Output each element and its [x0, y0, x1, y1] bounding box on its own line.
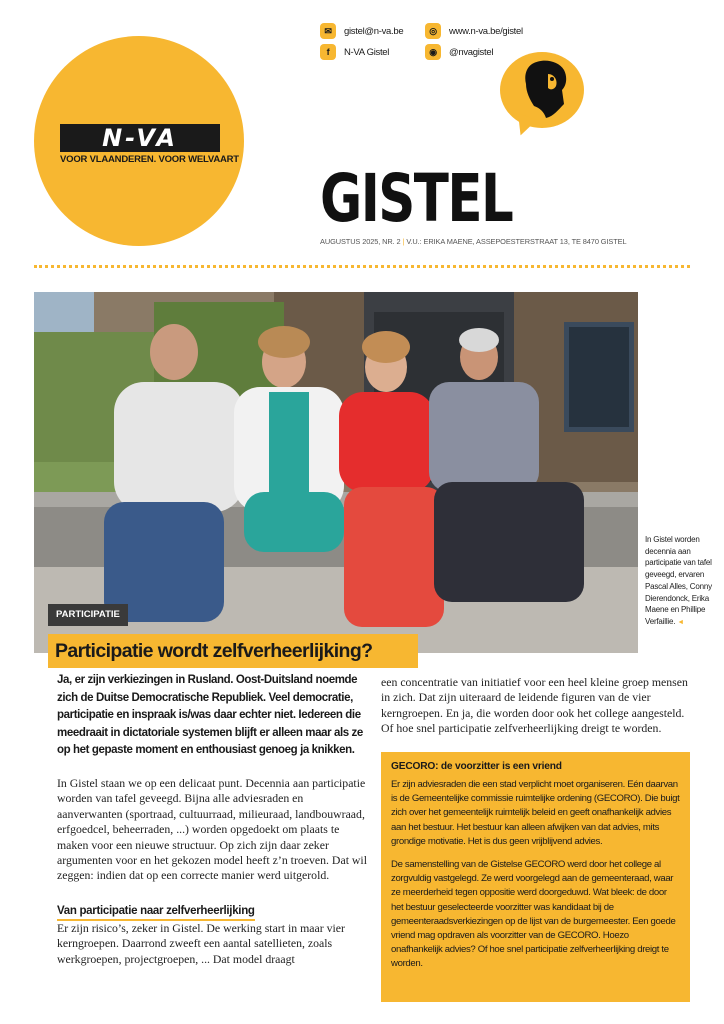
logo-tagline: VOOR VLAANDEREN. VOOR WELVAART	[60, 154, 239, 165]
edition-separator: |	[402, 237, 405, 246]
contact-facebook[interactable]	[320, 43, 389, 61]
article-paragraph-2: Er zijn risico’s, zeker in Gistel. De werking start in maar vier kerngroepen. Daarrond zweeft een aantal satellieten, zoals werkgroepen, projectgroepen, ... Dat model draagt	[57, 920, 345, 966]
article-column-2	[381, 675, 691, 737]
article-subhead: Van participatie naar zelfverheerlijking	[57, 904, 255, 921]
contact-instagram-text: @nvagistel	[449, 46, 494, 58]
instagram-icon: ◉	[425, 44, 441, 60]
article-paragraph-1: In Gistel staan we op een delicaat punt. Decennia aan participatie worden van tafel geveegd. Bijna alle adviesraden en aanverwanten (sportraad, cultuurraad, milieuraad, landbouwraad, erfgoedcel, beheerraden, ...) worden opgedoekt om plaats te maken voor een nieuwe structuur. Op zich zijn daar zeker argumenten voor en het gekozen model heeft z’n troeven. Dat wil zeggen: indien dat op een correcte manier werd uitgerold.	[57, 775, 367, 883]
mail-icon: ✉	[320, 23, 336, 39]
photo-caption	[645, 534, 715, 629]
contact-email-text: gistel@n-va.be	[344, 25, 404, 37]
article-headline: Participatie wordt zelfverheerlijking?	[48, 634, 418, 668]
contact-facebook-text: N-VA Gistel	[344, 46, 390, 58]
contact-email[interactable]	[320, 22, 403, 40]
caption-arrow-icon: ◄	[677, 618, 685, 626]
article-column-1	[57, 672, 367, 967]
section-tag: PARTICIPATIE	[48, 604, 128, 626]
page-title: GISTEL	[320, 160, 513, 237]
nva-logo	[60, 124, 239, 168]
globe-icon: ◎	[425, 23, 441, 39]
article-lead: Ja, er zijn verkiezingen in Rusland. Oost-Duitsland noemde zich de Duitse Democratische Republiek. Veel democratie, participatie en inspraak is/was daar echter niet. Iedereen die meedraait in dictatoriale systemen blijft er alleen maar als ze op het gepaste moment en enthousiast genoeg ja knikken.	[57, 674, 363, 757]
lion-icon	[522, 60, 568, 120]
edition-publisher: V.U.: ERIKA MAENE, ASSEPOESTERSTRAAT 13, TE 8470 GISTEL	[406, 237, 627, 246]
logo-wordmark: N-VA	[60, 124, 220, 152]
contact-instagram[interactable]	[425, 43, 493, 61]
contact-website[interactable]	[425, 22, 523, 40]
photo-caption-text: In Gistel worden decennia aan participatie van tafel geveegd, ervaren Pascal Alles, Conny Dierendonck, Erika Maene en Phillipe Verfaillie.	[645, 535, 712, 626]
edition-date: AUGUSTUS 2025, NR. 2	[320, 237, 401, 246]
gecoro-box-paragraph-2: De samenstelling van de Gistelse GECORO werd door het college al zorgvuldig vastgelegd. Ze werd voorgelegd aan de gemeenteraad, waar ze meerderheid tegen oppositie werd doorgeduwd. Wat bleek: de door het bestuur geselecteerde voorzitter was kandidaat bij de gemeenteraadsverkiezingen op de lijst van de burgemeester. Een goede vriend mag opdraven als voorzitter van de GECORO. Hoezo onafhankelijk advies? Of hoe snel participatie zelfverheerlijking dreigt te worden.	[391, 859, 676, 970]
dotted-divider	[34, 265, 690, 268]
gecoro-box	[381, 752, 690, 1002]
gecoro-box-title: GECORO: de voorzitter is een vriend	[391, 761, 562, 772]
article-paragraph-3: een concentratie van initiatief voor een heel kleine groep mensen in zich. Dat zijn uiteraard de leidende figuren van de vier kerngroepen. En ja, die worden door ook het college aangesteld. Of hoe snel participatie zelfverheerlijking dreigt te worden.	[381, 675, 688, 736]
gecoro-box-paragraph-1: Er zijn adviesraden die een stad verplicht moet organiseren. Eén daarvan is de Gemeentelijke commissie ruimtelijke ordening (GECORO). Die buigt zich over het gemeentelijk ruimtelijk beleid en geeft onafhankelijk advies aan het bestuur. Het bestuur kan alleen afwijken van dat advies, mits grondige motivatie. Het is dus geen vrijblijvend advies.	[391, 779, 680, 847]
contact-website-text: www.n-va.be/gistel	[449, 25, 523, 37]
facebook-icon: f	[320, 44, 336, 60]
group-photo	[34, 292, 638, 653]
edition-line	[320, 237, 626, 246]
